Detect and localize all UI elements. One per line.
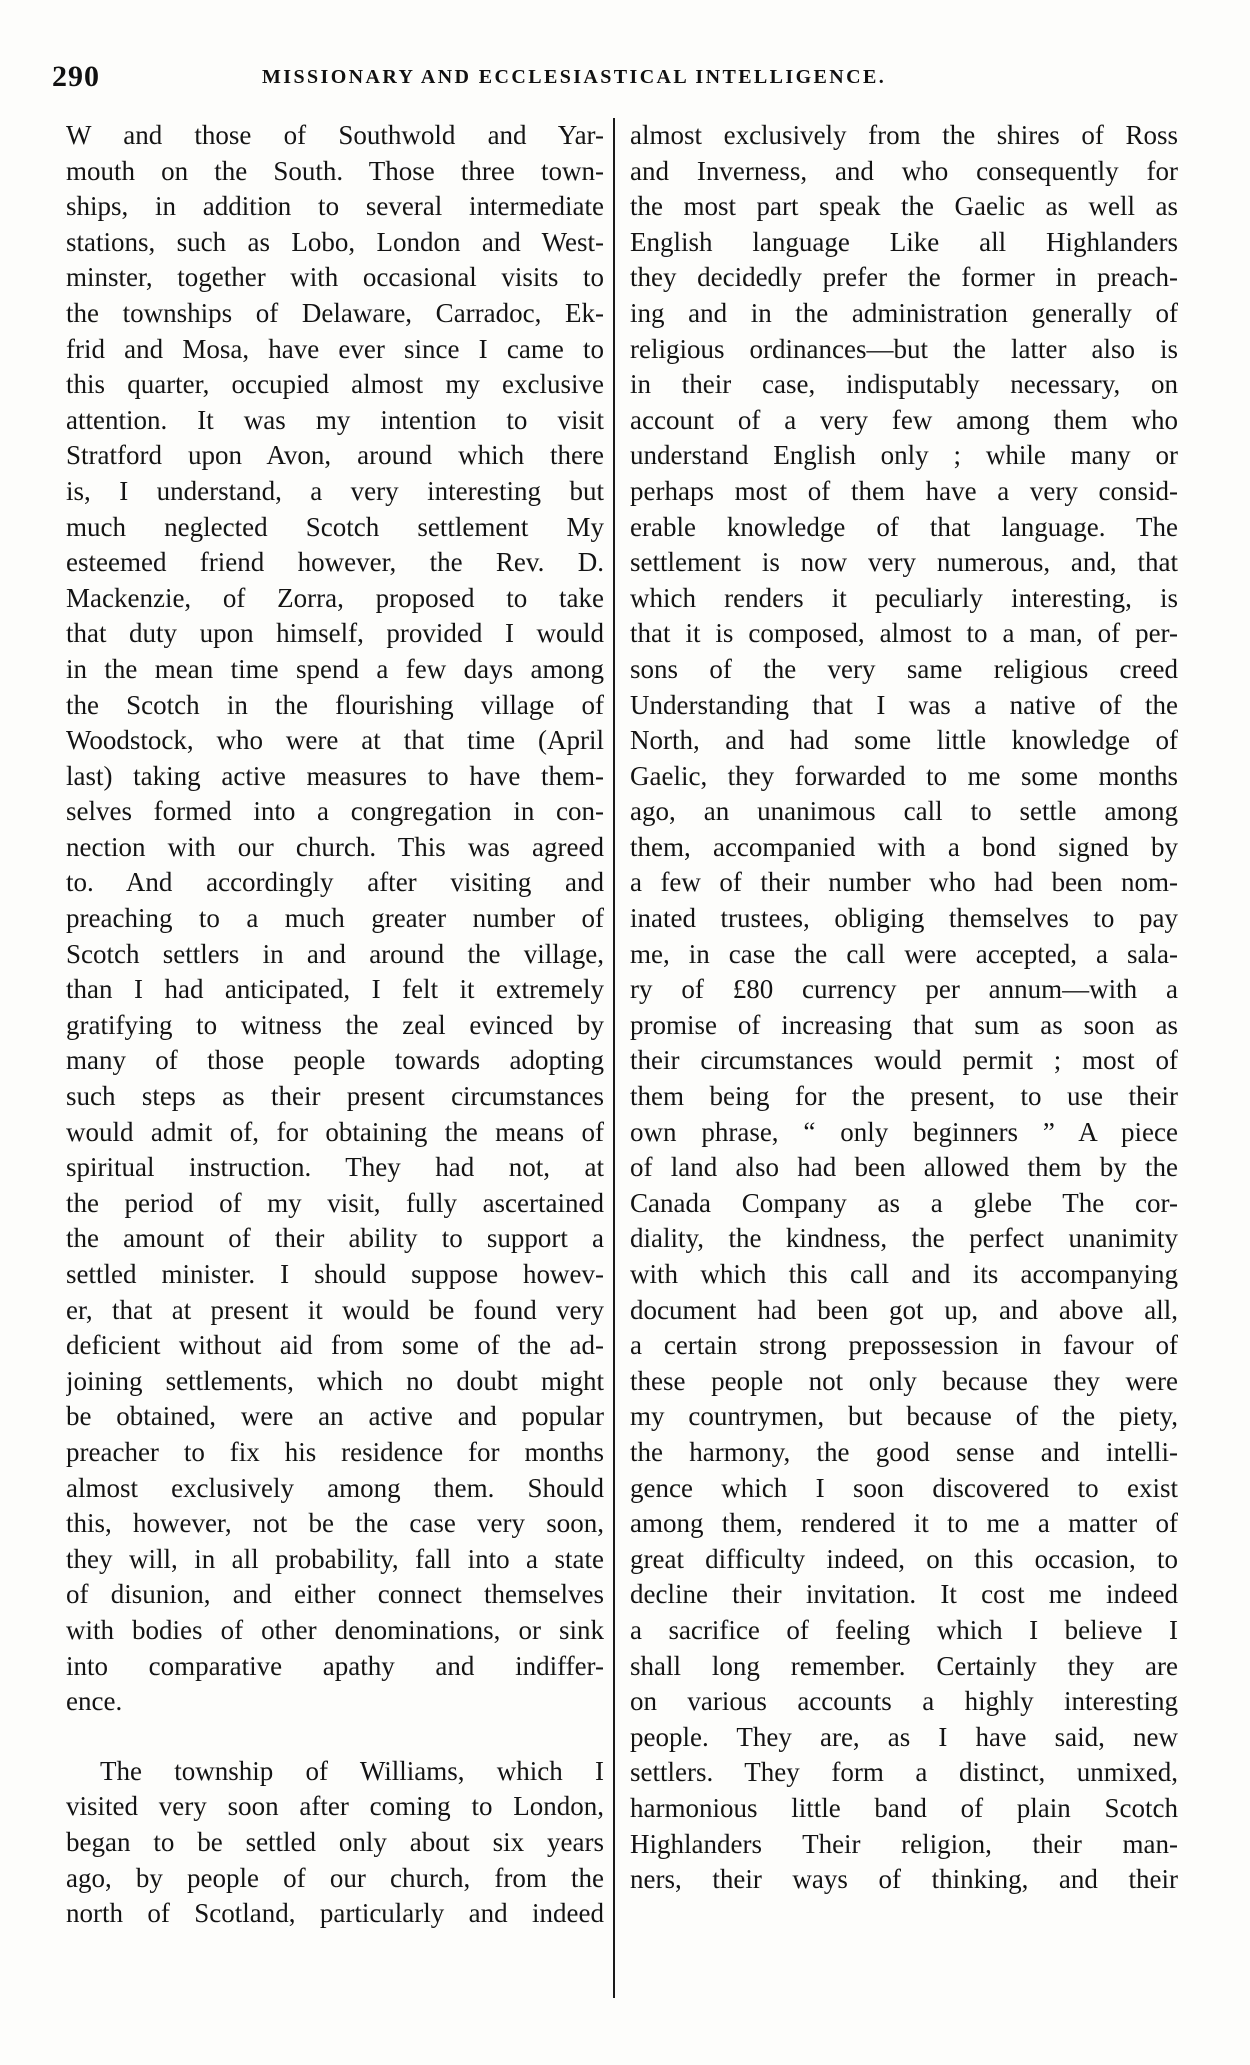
text-line: would admit of, for obtaining the means of: [66, 1116, 604, 1147]
text-line: attention. It was my intention to visit: [66, 404, 604, 435]
text-line: that it is composed, almost to a man, of per-: [630, 618, 1178, 649]
text-line: gratifying to witness the zeal evinced by: [66, 1009, 604, 1040]
text-line: ago, by people of our church, from the: [66, 1862, 604, 1893]
text-line: many of those people towards adopting: [66, 1045, 604, 1076]
text-line: such steps as their present circumstances: [66, 1081, 604, 1112]
right-column: [630, 118, 1178, 1898]
text-line: The township of Williams, which I: [100, 1755, 604, 1786]
text-line: minster, together with occasional visits to: [66, 262, 604, 293]
text-line: er, that at present it would be found very: [66, 1294, 604, 1325]
text-line: stations, such as Lobo, London and West-: [66, 226, 604, 257]
text-line: Gaelic, they forwarded to me some months: [630, 760, 1178, 791]
text-line: promise of increasing that sum as soon as: [630, 1009, 1178, 1040]
text-line: shall long remember. Certainly they are: [630, 1650, 1178, 1681]
text-line: W and those of Southwold and Yar-: [66, 120, 604, 150]
text-line: decline their invitation. It cost me indeed: [630, 1579, 1178, 1610]
text-line: joining settlements, which no doubt might: [66, 1365, 604, 1396]
page-number: 290: [52, 60, 100, 93]
text-line: ence.: [66, 1686, 123, 1717]
text-line: than I had anticipated, I felt it extremely: [66, 974, 604, 1005]
text-line: mouth on the South. Those three town-: [66, 155, 604, 186]
text-line: understand English only ; while many or: [630, 440, 1178, 471]
text-line: and Inverness, and who consequently for: [630, 155, 1178, 186]
text-line: almost exclusively among them. Should: [66, 1472, 604, 1503]
text-line: own phrase, “ only beginners ” A piece: [630, 1116, 1178, 1147]
text-line: selves formed into a congregation in con-: [66, 796, 604, 827]
text-line: among them, rendered it to me a matter of: [630, 1508, 1178, 1539]
text-line: their circumstances would permit ; most of: [630, 1045, 1178, 1076]
text-line: diality, the kindness, the perfect unanimity: [630, 1223, 1178, 1254]
text-line: English language Like all Highlanders: [630, 226, 1178, 257]
text-line: them being for the present, to use their: [630, 1081, 1178, 1112]
text-line: this quarter, occupied almost my exclusive: [66, 369, 604, 400]
text-line: erable knowledge of that language. The: [630, 511, 1178, 542]
text-line: nection with our church. This was agreed: [66, 831, 604, 862]
text-line: on various accounts a highly interesting: [630, 1686, 1178, 1717]
text-line: a sacrifice of feeling which I believe I: [630, 1614, 1178, 1645]
column-divider: [613, 118, 615, 1998]
text-line: Woodstock, who were at that time (April: [66, 725, 604, 756]
text-line: Scotch settlers in and around the village,: [66, 938, 604, 969]
text-line: into comparative apathy and indiffer-: [66, 1650, 604, 1681]
text-line: preacher to fix his residence for months: [66, 1436, 604, 1467]
text-line: they decidedly prefer the former in preach-: [630, 262, 1178, 293]
page-header: [52, 60, 1182, 100]
text-line: the period of my visit, fully ascertained: [66, 1187, 604, 1218]
text-line: visited very soon after coming to London,: [66, 1791, 604, 1822]
text-line: ry of £80 currency per annum—with a: [630, 974, 1178, 1005]
text-line: be obtained, were an active and popular: [66, 1401, 604, 1432]
text-line: almost exclusively from the shires of Ross: [630, 120, 1178, 150]
text-line: document had been got up, and above all,: [630, 1294, 1178, 1325]
text-line: in their case, indisputably necessary, on: [630, 369, 1178, 400]
text-line: deficient without aid from some of the ad-: [66, 1330, 604, 1361]
text-line: began to be settled only about six years: [66, 1826, 604, 1857]
text-line: of land also had been allowed them by the: [630, 1152, 1178, 1183]
text-line: inated trustees, obliging themselves to pay: [630, 903, 1178, 934]
left-column: [66, 118, 604, 1932]
text-line: spiritual instruction. They had not, at: [66, 1152, 604, 1183]
text-line: which renders it peculiarly interesting, is: [630, 582, 1178, 613]
text-line: settlement is now very numerous, and, that: [630, 547, 1178, 578]
text-line: perhaps most of them have a very consid-: [630, 475, 1178, 506]
text-line: the Scotch in the flourishing village of: [66, 689, 604, 720]
text-line: esteemed friend however, the Rev. D.: [66, 547, 604, 578]
text-line: them, accompanied with a bond signed by: [630, 831, 1178, 862]
text-line: in the mean time spend a few days among: [66, 653, 604, 684]
text-line: is, I understand, a very interesting but: [66, 475, 604, 506]
text-line: a certain strong prepossession in favour of: [630, 1330, 1178, 1361]
text-line: ing and in the administration generally of: [630, 297, 1178, 328]
text-line: the most part speak the Gaelic as well as: [630, 191, 1178, 222]
text-line: Understanding that I was a native of the: [630, 689, 1178, 720]
left-paragraph-2: [66, 1754, 604, 1932]
text-line: gence which I soon discovered to exist: [630, 1472, 1178, 1503]
running-head: MISSIONARY AND ECCLESIASTICAL INTELLIGENCE.: [262, 66, 887, 88]
text-line: Mackenzie, of Zorra, proposed to take: [66, 582, 604, 613]
text-line: of disunion, and either connect themselves: [66, 1579, 604, 1610]
text-line: Highlanders Their religion, their man-: [630, 1828, 1178, 1859]
left-paragraph-1: [66, 118, 604, 1720]
text-line: settlers. They form a distinct, unmixed,: [630, 1757, 1178, 1788]
text-line: the amount of their ability to support a: [66, 1223, 604, 1254]
text-line: last) taking active measures to have them-: [66, 760, 604, 791]
text-line: harmonious little band of plain Scotch: [630, 1792, 1178, 1823]
text-line: ships, in addition to several intermediate: [66, 191, 604, 222]
text-line: preaching to a much greater number of: [66, 903, 604, 934]
paragraph-gap: [66, 1720, 604, 1754]
text-line: Stratford upon Avon, around which there: [66, 440, 604, 471]
text-line: with bodies of other denominations, or sink: [66, 1614, 604, 1645]
text-line: north of Scotland, particularly and indeed: [66, 1898, 604, 1929]
text-line: Canada Company as a glebe The cor-: [630, 1187, 1178, 1218]
text-line: great difficulty indeed, on this occasion, to: [630, 1543, 1178, 1574]
text-line: these people not only because they were: [630, 1365, 1178, 1396]
right-paragraph-1: [630, 118, 1178, 1898]
text-line: my countrymen, but because of the piety,: [630, 1401, 1178, 1432]
text-line: this, however, not be the case very soon,: [66, 1508, 604, 1539]
text-line: the townships of Delaware, Carradoc, Ek-: [66, 297, 604, 328]
text-line: sons of the very same religious creed: [630, 653, 1178, 684]
text-line: me, in case the call were accepted, a sala-: [630, 938, 1178, 969]
text-line: much neglected Scotch settlement My: [66, 511, 604, 542]
text-line: a few of their number who had been nom-: [630, 867, 1178, 898]
text-line: with which this call and its accompanying: [630, 1259, 1178, 1289]
text-line: that duty upon himself, provided I would: [66, 618, 604, 649]
text-line: account of a very few among them who: [630, 404, 1178, 435]
text-line: ago, an unanimous call to settle among: [630, 796, 1178, 827]
text-line: settled minister. I should suppose howev-: [66, 1259, 604, 1289]
text-line: they will, in all probability, fall into a state: [66, 1543, 604, 1574]
text-line: ners, their ways of thinking, and their: [630, 1864, 1178, 1895]
text-line: people. They are, as I have said, new: [630, 1721, 1178, 1752]
text-line: to. And accordingly after visiting and: [66, 867, 604, 898]
text-line: frid and Mosa, have ever since I came to: [66, 333, 604, 364]
text-line: the harmony, the good sense and intelli-: [630, 1436, 1178, 1467]
text-line: religious ordinances—but the latter also is: [630, 333, 1178, 364]
text-line: North, and had some little knowledge of: [630, 725, 1178, 756]
